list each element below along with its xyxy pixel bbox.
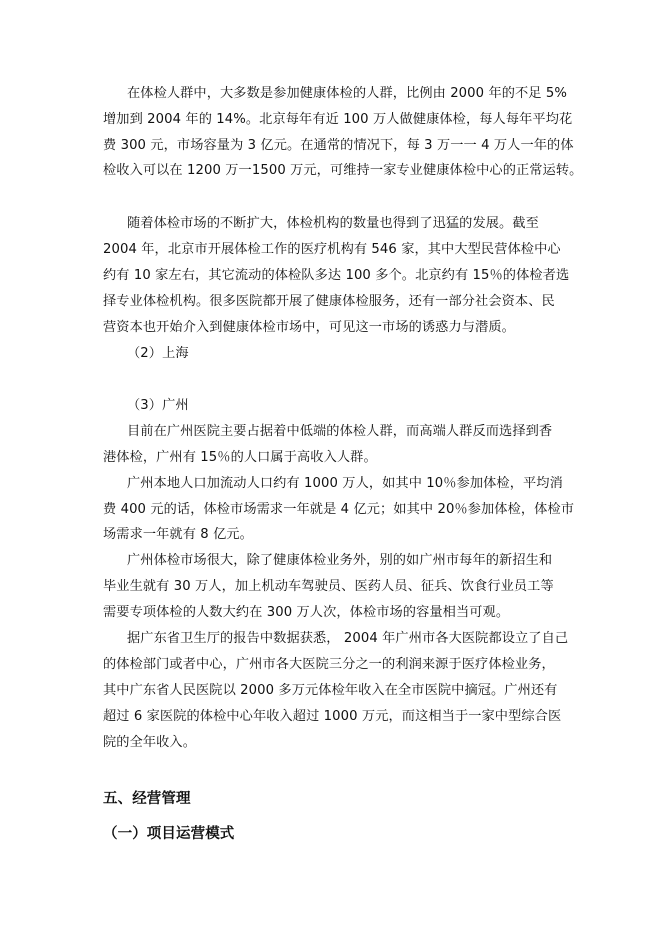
text-line: 需要专项体检的人数大约在 300 万人次，体检市场的容量相当可观。 (103, 605, 510, 620)
text-line: 营资本也开始介入到健康体检市场中，可见这一市场的诱惑力与潜质。 (103, 320, 515, 335)
text-line: 费 400 元的话，体检市场需求一年就是 4 亿元；如其中 20％参加体检，体检市 (103, 502, 575, 517)
text-line: 随着体检市场的不断扩大，体检机构的数量也得到了迅猛的发展。截至 (127, 216, 539, 231)
text-line: 广州本地人口加流动人口约有 1000 万人，如其中 10％参加体检，平均消 (127, 476, 563, 491)
text-line: 择专业体检机构。很多医院都开展了健康体检服务，还有一部分社会资本、民 (103, 294, 555, 309)
text-line: 2004 年，北京市开展体检工作的医疗机构有 546 家，其中大型民营体检中心 (103, 242, 561, 257)
text-line: 的体检部门或者中心，广州市各大医院三分之一的利润来源于医疗体检业务， (103, 657, 555, 672)
text-line: 费 300 元，市场容量为 3 亿元。在通常的情况下，每 3 万一一 4 万人一年的体 (103, 138, 574, 153)
subheading-guangzhou: （3）广州 (127, 398, 189, 413)
text-line: 毕业生就有 30 万人，加上机动车驾驶员、医药人员、征兵、饮食行业员工等 (103, 579, 554, 594)
text-line: 增加到 2004 年的 14%。北京每年有近 100 万人做健康体检，每人每年平均花 (103, 112, 573, 127)
subheading-shanghai: （2）上海 (127, 346, 189, 361)
text-line: 据广东省卫生厅的报告中数据获悉， 2004 年广州市各大医院都设立了自己 (127, 631, 569, 646)
section-heading: 五、经营管理 (103, 791, 191, 807)
text-line: 在体检人群中，大多数是参加健康体检的人群，比例由 2000 年的不足 5% (127, 86, 568, 101)
text-line: 港体检，广州有 15％的人口属于高收入人群。 (103, 450, 377, 465)
text-line: 院的全年收入。 (103, 735, 197, 750)
text-line: 约有 10 家左右，其它流动的体检队多达 100 多个。北京约有 15％的体检者选 (103, 268, 570, 283)
text-line: 广州体检市场很大，除了健康体检业务外，别的如广州市每年的新招生和 (127, 553, 553, 568)
text-line: 检收入可以在 1200 万一1500 万元，可维持一家专业健康体检中心的正常运转。 (103, 163, 583, 178)
text-line: 场需求一年就有 8 亿元。 (103, 527, 253, 542)
text-line: 目前在广州医院主要占据着中低端的体检人群，而高端人群反而选择到香 (127, 424, 553, 439)
subsection-heading: （一）项目运营模式 (103, 826, 235, 842)
text-line: 超过 6 家医院的体检中心年收入超过 1000 万元，而这相当于一家中型综合医 (103, 709, 562, 724)
text-line: 其中广东省人民医院以 2000 多万元体检年收入在全市医院中摘冠。广州还有 (103, 683, 558, 698)
